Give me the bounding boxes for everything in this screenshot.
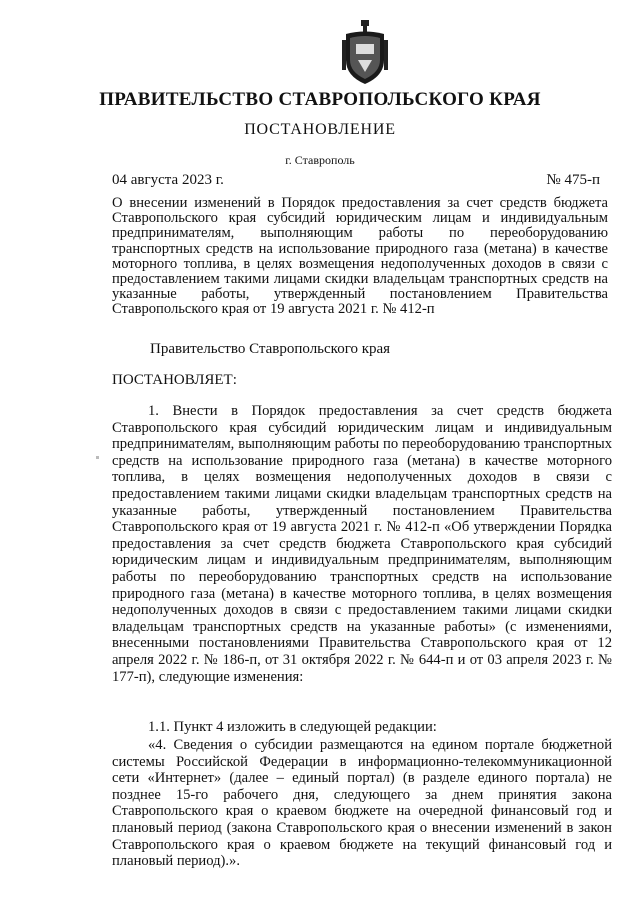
scan-speck <box>96 456 99 459</box>
paragraph-1: 1. Внести в Порядок предоставления за счет средств бюджета Ставропольского края субсидий юридическим лицам и индивидуальным предпринимателям, выполняющим работы по переоборудованию транспортных средств на использование природного газа (метана) в качестве моторного топлива, в целях возмещения недополученных доходов в связи с предоставлением такими лицами скидки владельцам транспортных средств на указанные работы, утвержденный постановлением Правительства Ставропольского края от 19 августа 2021 г. № 412-п «Об утверждении Порядка предоставления за счет средств бюджета Ставропольского края субсидий юридическим лицам и индивидуальным предпринимателям, выполняющим работы по переоборудованию транспортных средств на использование природного газа (метана) в качестве моторного топлива, в целях возмещения недополученных доходов в связи с предоставлением такими лицами скидки владельцам транспортных средств на указанные работы» (с изменениями, внесенными постановлениями Правительства Ставропольского края от 12 апреля 2022 г. № 186-п, от 31 октября 2022 г. № 644-п и от 03 апреля 2023 г. № 177-п), следующие изменения: <box>112 403 612 685</box>
paragraph-quoted-point-4: «4. Сведения о субсидии размещаются на едином портале бюджетной системы Российской Федерации в информационно-телекоммуникационной сети «Интернет» (далее – единый портал) (в разделе единого портала) не позднее 15-го рабочего дня, следующего за днем принятия закона Ставропольского края о краевом бюджете на очередной финансовый год и плановый период (закона Ставропольского края о внесении изменений в закон Ставропольского края о краевом бюджете на текущий финансовый год и плановый период).». <box>112 737 612 870</box>
city: г. Ставрополь <box>285 153 355 167</box>
coat-of-arms-icon <box>342 20 388 86</box>
government-title: ПРАВИТЕЛЬСТВО СТАВРОПОЛЬСКОГО КРАЯ <box>99 89 541 110</box>
document-type: ПОСТАНОВЛЕНИЕ <box>244 121 396 138</box>
issuer: Правительство Ставропольского края <box>150 341 391 357</box>
decree-heading: ПОСТАНОВЛЯЕТ: <box>112 372 237 388</box>
paragraph-1-1: 1.1. Пункт 4 изложить в следующей редакции: <box>148 719 437 735</box>
document-date: 04 августа 2023 г. <box>112 172 224 188</box>
document-subject: О внесении изменений в Порядок предоставления за счет средств бюджета Ставропольского края субсидий юридическим лицам и индивидуальным предпринимателям, выполняющим работы по переоборудованию транспортных средств на использование природного газа (метана) в качестве моторного топлива, в целях возмещения недополученных доходов в связи с предоставлением такими лицами скидки владельцам транспортных средств на указанные работы, утвержденный постановлением Правительства Ставропольского края от 19 августа 2021 г. № 412-п <box>112 195 608 318</box>
document-number: № 475-п <box>546 172 600 188</box>
